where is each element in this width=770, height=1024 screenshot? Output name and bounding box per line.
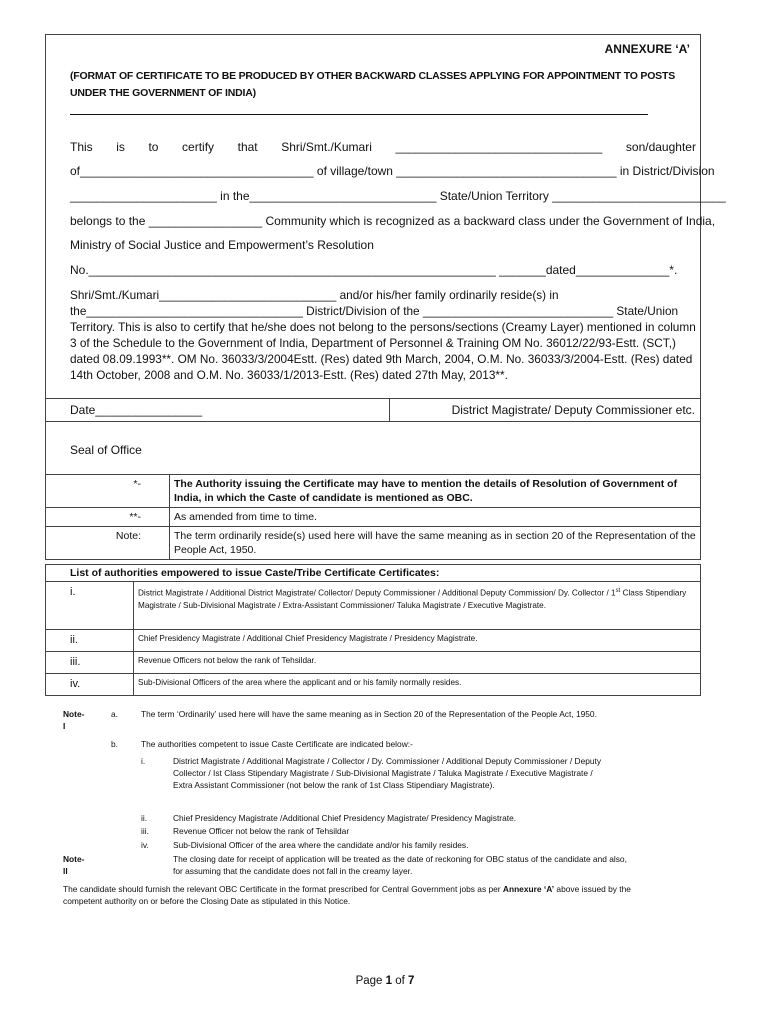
footnote-row — [46, 508, 701, 527]
certificate-heading: (FORMAT OF CERTIFICATE TO BE PRODUCED BY OTHER BACKWARD CLASSES APPLYING FOR APPOINTMENT TO POSTS UNDER THE GOVERNMENT OF INDIA) — [70, 70, 675, 99]
cert-line-1-word: is — [116, 140, 125, 154]
note1-sub-key: iv. — [141, 840, 149, 850]
cert-paragraph: Shri/Smt./Kumari___________________________ and/or his/her family ordinarily reside(s) in the_________________________________ District/Division of the _____________________________ State/Union Territory. This is also to certify that he/she does not belong to the persons/sections (Creamy Layer) mentioned in column 3 of the Schedule to the Government of India, Department of Personnel & Training OM No. 36012/22/93-Estt. (SCT,) dated 08.09.1993**. OM No. 36033/3/2004Estt. (Res) dated 9th March, 2004, O.M. No. 36033/3/2004-Estt. (Res) dated 14th October, 2008 and O.M. No. 36033/1/2013-Estt. (Res) dated 27th May, 2013**. — [70, 288, 696, 382]
note1-sub-key: ii. — [141, 813, 148, 823]
seal-area — [45, 422, 701, 474]
cert-line-3: ______________________ in the____________________________ State/Union Territory __________________________ — [70, 189, 726, 203]
footnote-text: As amended from time to time. — [170, 508, 701, 527]
authorities-table — [45, 564, 701, 696]
note2-text: The closing date for receipt of application will be treated as the date of reckoning for OBC status of the candidate and also, for assuming that the candidate does not fall in the creamy layer. — [173, 854, 627, 876]
cert-line-1 — [70, 140, 696, 154]
heading-rule — [70, 114, 648, 115]
cert-line-1-word: certify — [182, 140, 215, 154]
signatory-label: District Magistrate/ Deputy Commissioner etc. — [451, 403, 695, 417]
footnote-key: *- — [46, 475, 170, 508]
footnote-row — [46, 475, 701, 508]
authority-number: iii. — [46, 652, 134, 674]
date-field: Date________________ — [70, 403, 203, 417]
authority-number: i. — [46, 582, 134, 630]
note1-a-text: The term ‘Ordinarily’ used here will have the same meaning as in Section 20 of the Representation of the People Act, 1950. — [141, 709, 597, 719]
authority-text: Chief Presidency Magistrate / Additional Chief Presidency Magistrate / Presidency Magistrate. — [134, 630, 701, 652]
cert-line-5: Ministry of Social Justice and Empowerment’s Resolution — [70, 238, 374, 252]
footnote-text: The Authority issuing the Certificate may have to mention the details of Resolution of Government of India, in which the Caste of candidate is mentioned as OBC. — [170, 475, 701, 508]
note1-a-key: a. — [111, 709, 118, 719]
note1-sub-text: Chief Presidency Magistrate /Additional Chief Presidency Magistrate/ Presidency Magistrate. — [173, 813, 517, 823]
note1-sub-text: Sub-Divisional Officer of the area where the candidate and/or his family resides. — [173, 840, 469, 850]
cert-line-2: of___________________________________ of village/town _________________________________ in District/Division — [70, 164, 715, 178]
authority-number: iv. — [46, 674, 134, 696]
cert-line-4: belongs to the _________________ Community which is recognized as a backward class under the Government of India, — [70, 214, 716, 228]
note1-b-key: b. — [111, 739, 118, 749]
note1-sub-key: i. — [141, 756, 146, 766]
footnote-text: The term ordinarily reside(s) used here will have the same meaning as in section 20 of the Representation of the People Act, 1950. — [170, 527, 701, 560]
cert-line-1-word: This — [70, 140, 93, 154]
authority-row — [46, 630, 701, 652]
page-number: Page 1 of 7 — [355, 975, 415, 987]
cert-line-1-word: Shri/Smt./Kumari — [281, 140, 372, 154]
cert-line-1-word: that — [237, 140, 258, 154]
final-instruction: The candidate should furnish the relevant OBC Certificate in the format prescribed for Central Government jobs as per Annexure ‘A’ above issued by the competent authority on or before the Closing Date as stipulated in this Notice. — [63, 884, 631, 906]
authority-number: ii. — [46, 630, 134, 652]
authority-text: Sub-Divisional Officers of the area where the applicant and or his family normally resides. — [134, 674, 701, 696]
note1-sub-text: District Magistrate / Additional Magistrate / Collector / Dy. Commissioner / Additional Deputy Commissioner / Deputy Collector / Ist Class Stipendary Magistrate / Sub-Divisional Magistrate / Taluka Magistrate / Executive Magistrate / Extra Assistant Commissioner (not below the rank of 1st Class Stipendiary Magistrate). — [173, 756, 602, 790]
footnote-row — [46, 527, 701, 560]
authority-row — [46, 582, 701, 630]
note1-b-text: The authorities competent to issue Caste Certificate are indicated below:- — [141, 739, 413, 749]
authority-text: Revenue Officers not below the rank of Tehsildar. — [134, 652, 701, 674]
note1-sub-text: Revenue Officer not below the rank of Tehsildar — [173, 826, 350, 836]
authority-row — [46, 652, 701, 674]
note1-sub-key: iii. — [141, 826, 149, 836]
annexure-label: ANNEXURE ‘A’ — [604, 42, 690, 56]
authority-row — [46, 674, 701, 696]
footnotes-table — [45, 474, 701, 560]
note1-label: Note- I — [63, 709, 85, 731]
seal-label: Seal of Office — [70, 443, 142, 457]
cert-line-6: No._____________________________________________________________ _______dated______________*. — [70, 263, 678, 277]
authorities-title: List of authorities empowered to issue Caste/Tribe Certificate Certificates: — [46, 565, 701, 582]
authority-text: District Magistrate / Additional District Magistrate/ Collector/ Deputy Commissioner / Additional Deputy Commission/ Dy. Collector / 1st Class Stipendiary Magistrate / Sub-Divisional Magistrate / Extra-Assistant Commissioner/ Taluka Magistrate / Executive Magistrate. — [134, 582, 701, 630]
footnote-key: **- — [46, 508, 170, 527]
footnote-key: Note: — [46, 527, 170, 560]
cert-line-1-word: _______________________________ — [395, 140, 603, 154]
cert-line-1-word: to — [148, 140, 159, 154]
note2-label: Note- II — [63, 854, 85, 876]
cert-line-1-word: son/daughter — [625, 140, 696, 154]
